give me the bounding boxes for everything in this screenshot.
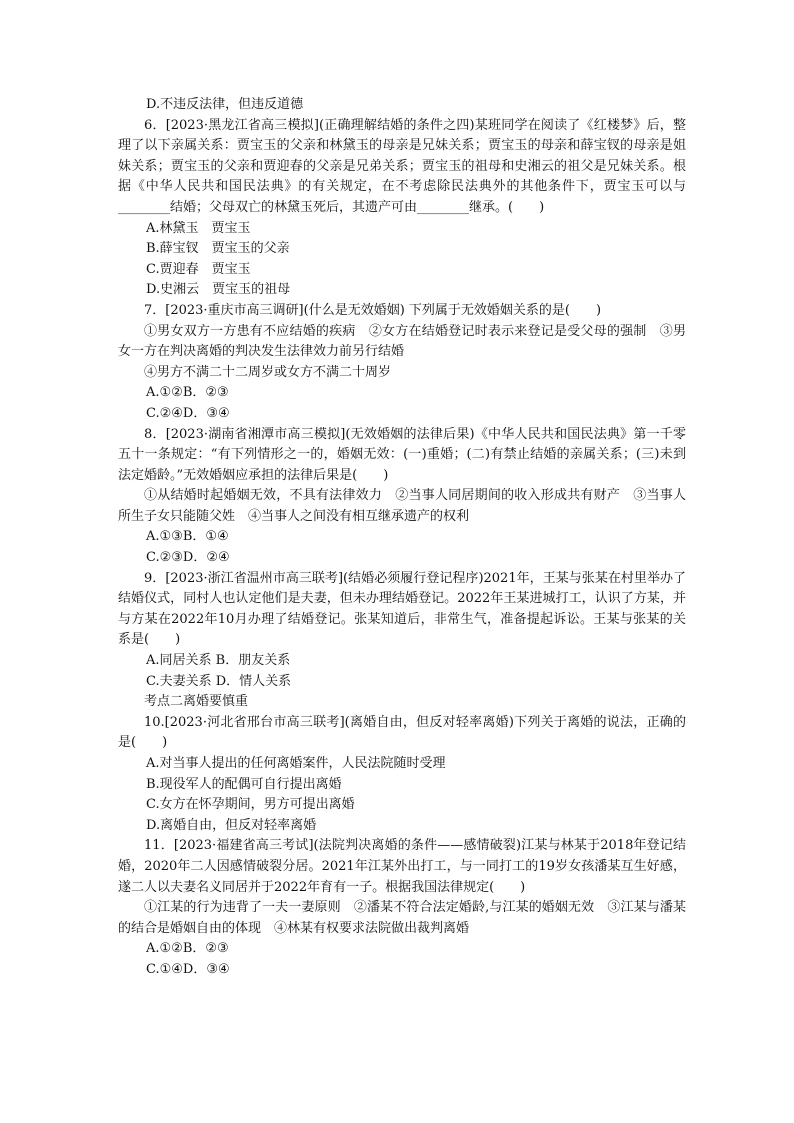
- q11-stem: 11．[2023·福建省高三考试](法院判决离婚的条件——感情破裂)江某与林某于2018年登记结婚，2020年二人因感情破裂分居。2021年江某外出打工，与一同打工的19岁女孩潘某互生好感，遂二人以夫妻名义同居并于2022年育有一子。根据我国法律规定( ): [118, 838, 686, 895]
- q7-stem: 7．[2023·重庆市高三调研](什么是无效婚姻) 下列属于无效婚姻关系的是( ): [144, 302, 602, 318]
- q5-option-d: D.不违反法律，但违反道德: [146, 97, 304, 112]
- q8-items: ①从结婚时起婚姻无效，不具有法律效力 ②当事人同居期间的收入形成共有财产 ③当事人所生子女只能随父姓 ④当事人之间没有相互继承遗产的权利: [118, 488, 686, 524]
- exercise-content: [118, 95, 686, 981]
- q9-options-ab: A.同居关系 B．朋友关系: [146, 653, 291, 669]
- section-heading: 考点二离婚要慎重: [144, 694, 249, 710]
- q9-stem: 9．[2023·浙江省温州市高三联考](结婚必须履行登记程序)2021年，王某与张某在村里举办了结婚仪式，同村人也认定他们是夫妻，但未办理结婚登记。2022年王某进城打工，认识了方某，并与方某在2022年10月办理了结婚登记。张某知道后，非常生气，准备提起诉讼。王某与张某的关系是( ): [118, 570, 686, 648]
- q9-options-cd: C.夫妻关系 D．情人关系: [146, 673, 292, 689]
- q6-option-c: C.贾迎春 贾宝玉: [146, 261, 251, 277]
- q11-options-ab: A.①②B．②③: [146, 941, 229, 957]
- q6-stem: 6．[2023·黑龙江省高三模拟](正确理解结婚的条件之四)某班同学在阅读了《红楼梦》后，整理了以下亲属关系：贾宝玉的父亲和林黛玉的母亲是兄妹关系；贾宝玉的母亲和薛宝钗的母亲是姐妹关系；贾宝玉的父亲和贾迎春的父亲是兄弟关系；贾宝玉的祖母和史湘云的祖父是兄妹关系。根据《中华人民共和国民法典》的有关规定，在不考虑除民法典外的其他条件下，贾宝玉可以与________结婚；父母双亡的林黛玉死后，其遗产可由________继承。( ): [118, 117, 686, 215]
- q6-option-a: A.林黛玉 贾宝玉: [146, 220, 251, 236]
- q11-items: ①江某的行为违背了一夫一妻原则 ②潘某不符合法定婚龄,与江某的婚姻无效 ③江某与潘某的结合是婚姻自由的体现 ④林某有权要求法院做出裁判离婚: [118, 900, 686, 936]
- q7-options-cd: C.②④D．③④: [146, 405, 230, 421]
- q10-option-d: D.离婚自由，但反对轻率离婚: [146, 817, 317, 833]
- q7-items: ①男女双方一方患有不应结婚的疾病 ②女方在结婚登记时表示来登记是受父母的强制 ③男女一方在判决离婚的判决发生法律效力前另行结婚: [118, 323, 686, 360]
- q10-option-b: B.现役军人的配偶可自行提出离婚: [146, 776, 342, 792]
- q6-option-b: B.薛宝钗 贾宝玉的父亲: [146, 241, 290, 257]
- q8-stem: 8．[2023·湖南省湘潭市高三模拟](无效婚姻的法律后果)《中华人民共和国民法典》第一千零五十一条规定：“有下列情形之一的，婚姻无效：(一)重婚；(二)有禁止结婚的亲属关系；(三)未到法定婚龄。”无效婚姻应承担的法律后果是( ): [118, 426, 686, 483]
- q6-option-d: D.史湘云 贾宝玉的祖母: [146, 282, 291, 298]
- q10-stem: 10.[2023·河北省邢台市高三联考](离婚自由，但反对轻率离婚)下列关于离婚的说法，正确的是( ): [118, 714, 686, 751]
- q11-options-cd: C.①④D．③④: [146, 961, 230, 977]
- q7-options-ab: A.①②B．②③: [146, 385, 229, 401]
- q8-options-cd: C.②③D．②④: [146, 550, 230, 566]
- q10-option-c: C.女方在怀孕期间，男方可提出离婚: [146, 797, 355, 813]
- q10-option-a: A.对当事人提出的任何离婚案件，人民法院随时受理: [146, 756, 446, 771]
- q8-options-ab: A.①③B．①④: [146, 529, 229, 545]
- q7-item-4: ④男方不满二十二周岁或女方不满二十周岁: [144, 364, 392, 380]
